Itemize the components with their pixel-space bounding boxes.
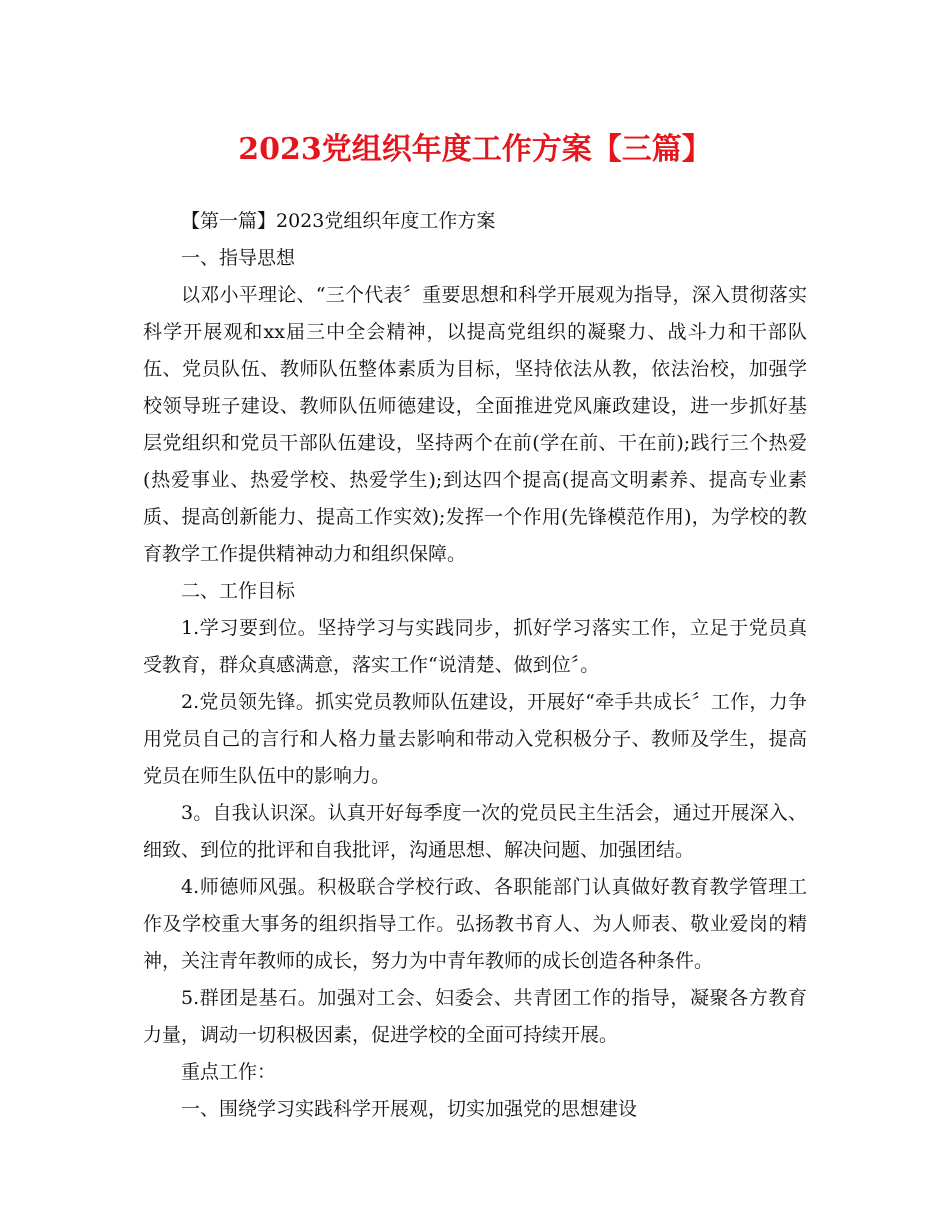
goal-item-5: 5.群团是基石。加强对工会、妇委会、共青团工作的指导，凝聚各方教育力量，调动一切积极因素，促进学校的全面可持续开展。 [143, 987, 807, 1046]
key-work-item-1: 一、围绕学习实践科学开展观，切实加强党的思想建设 [181, 1098, 638, 1120]
goal-item-4: 4.师德师风强。积极联合学校行政、各职能部门认真做好教育教学管理工作及学校重大事务的组织指导工作。弘扬教书育人、为人师表、敬业爱岗的精神，关注青年教师的成长，努力为中青年教师的成长创造各种条件。 [143, 876, 807, 972]
goal-item-3: 3。自我认识深。认真开好每季度一次的党员民主生活会，通过开展深入、细致、到位的批评和自我批评，沟通思想、解决问题、加强团结。 [143, 802, 807, 861]
heading-key-work: 重点工作： [181, 1061, 277, 1083]
section-heading-first-article: 【第一篇】2023党组织年度工作方案 [181, 210, 496, 232]
document-body [143, 203, 807, 1128]
document-title: 2023党组织年度工作方案【三篇】 [238, 132, 712, 167]
goal-item-1: 1.学习要到位。坚持学习与实践同步，抓好学习落实工作，立足于党员真受教育，群众真感满意，落实工作“说清楚、做到位〞。 [143, 617, 807, 676]
heading-guiding-ideology: 一、指导思想 [181, 247, 296, 269]
paragraph-guiding-ideology: 以邓小平理论、“三个代表〞重要思想和科学开展观为指导，深入贯彻落实科学开展观和xx届三中全会精神，以提高党组织的凝聚力、战斗力和干部队伍、党员队伍、教师队伍整体素质为目标，坚持依法从教，依法治校，加强学校领导班子建设、教师队伍师德建设，全面推进党风廉政建设，进一步抓好基层党组织和党员干部队伍建设，坚持两个在前(学在前、干在前);践行三个热爱(热爱事业、热爱学校、热爱学生);到达四个提高(提高文明素养、提高专业素质、提高创新能力、提高工作实效);发挥一个作用(先锋模范作用)，为学校的教育教学工作提供精神动力和组织保障。 [143, 284, 807, 565]
heading-work-goals: 二、工作目标 [181, 580, 296, 602]
goal-item-2: 2.党员领先锋。抓实党员教师队伍建设，开展好“牵手共成长〞工作，力争用党员自己的言行和人格力量去影响和带动入党积极分子、教师及学生，提高党员在师生队伍中的影响力。 [143, 691, 807, 787]
